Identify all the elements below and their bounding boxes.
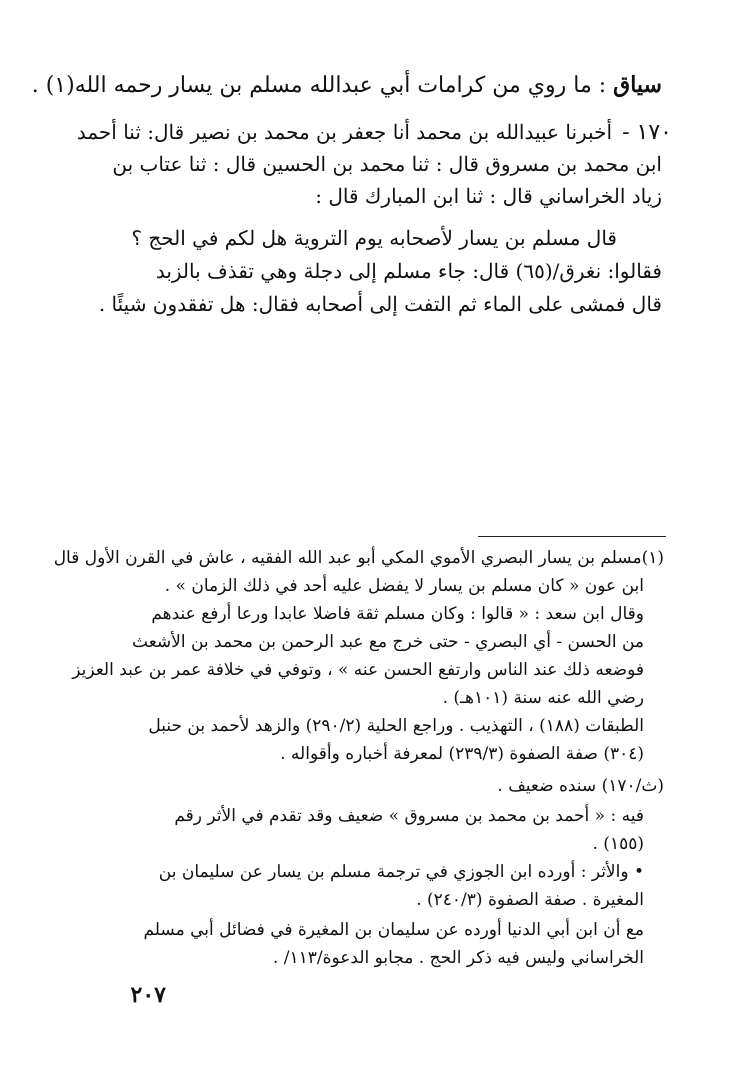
- heading-text: : ما روي من كرامات أبي عبدالله مسلم بن يسار رحمه الله(١) .: [31, 73, 607, 98]
- footnote-line: ابن عون « كان مسلم بن يسار لا يفضل عليه أحد في ذلك الزمان » .: [164, 576, 644, 596]
- footnote-line: وقال ابن سعد : « قالوا : وكان مسلم ثقة فاضلا عابدا ورعا أرفع عندهم: [151, 604, 644, 624]
- footnote-line: من الحسن - أي البصري - حتى خرج مع عبد الرحمن بن محمد بن الأشعث: [132, 632, 644, 652]
- hadith-number: ١٧٠ -: [622, 120, 672, 145]
- isnad-line: ابن محمد بن مسروق قال : ثنا محمد بن الحسين قال : ثنا عتاب بن: [112, 152, 662, 176]
- footnote-line: فيه : « أحمد بن محمد بن مسروق » ضعيف وقد تقدم في الأثر رقم: [174, 806, 644, 826]
- footnote-line: مع أن ابن أبي الدنيا أورده عن سليمان بن المغيرة في فضائل أبي مسلم: [143, 920, 644, 940]
- footnote-separator: [478, 536, 666, 537]
- footnote-line: • والأثر : أورده ابن الجوزي في ترجمة مسلم بن يسار عن سليمان بن: [158, 862, 644, 882]
- footnote-line: (٣٠٤) صفة الصفوة (٢٣٩/٣) لمعرفة أخباره وأقواله .: [280, 744, 644, 764]
- footnote-line: (١٥٥) .: [592, 834, 644, 854]
- footnote-line: المغيرة . صفة الصفوة (٢٤٠/٣) .: [416, 890, 644, 910]
- heading-label: سياق: [613, 72, 662, 98]
- footnote-line: فوضعه ذلك عند الناس وارتفع الحسن عنه » ، وتوفي في خلافة عمر بن عبد العزيز: [72, 660, 644, 680]
- footnote-line: الخراساني وليس فيه ذكر الحج . مجابو الدعوة/١١٣/ .: [272, 948, 644, 968]
- section-heading: [32, 72, 662, 98]
- matn-line: قال مسلم بن يسار لأصحابه يوم التروية هل لكم في الحج ؟: [131, 226, 617, 250]
- isnad-line: زياد الخراساني قال : ثنا ابن المبارك قال :: [315, 184, 662, 208]
- footnote-line: (١)مسلم بن يسار البصري الأموي المكي أبو عبد الله الفقيه ، عاش في القرن الأول قال: [53, 548, 664, 568]
- page-number: ٢٠٧: [130, 982, 166, 1008]
- matn-line: فقالوا: نغرق/(٦٥) قال: جاء مسلم إلى دجلة وهي تقذف بالزبد: [155, 259, 662, 283]
- footnote-line: رضي الله عنه سنة (١٠١هـ) .: [442, 688, 644, 708]
- isnad-line: أخبرنا عبيدالله بن محمد أنا جعفر بن محمد بن نصير قال: ثنا أحمد: [76, 120, 612, 144]
- matn-line: قال فمشى على الماء ثم التفت إلى أصحابه فقال: هل تفقدون شيئًا .: [98, 292, 662, 316]
- footnote-line: الطبقات (١٨٨) ، التهذيب . وراجع الحلية (٢٩٠/٢) والزهد لأحمد بن حنبل: [148, 716, 644, 736]
- footnote-line: (ث/١٧٠) سنده ضعيف .: [497, 776, 664, 796]
